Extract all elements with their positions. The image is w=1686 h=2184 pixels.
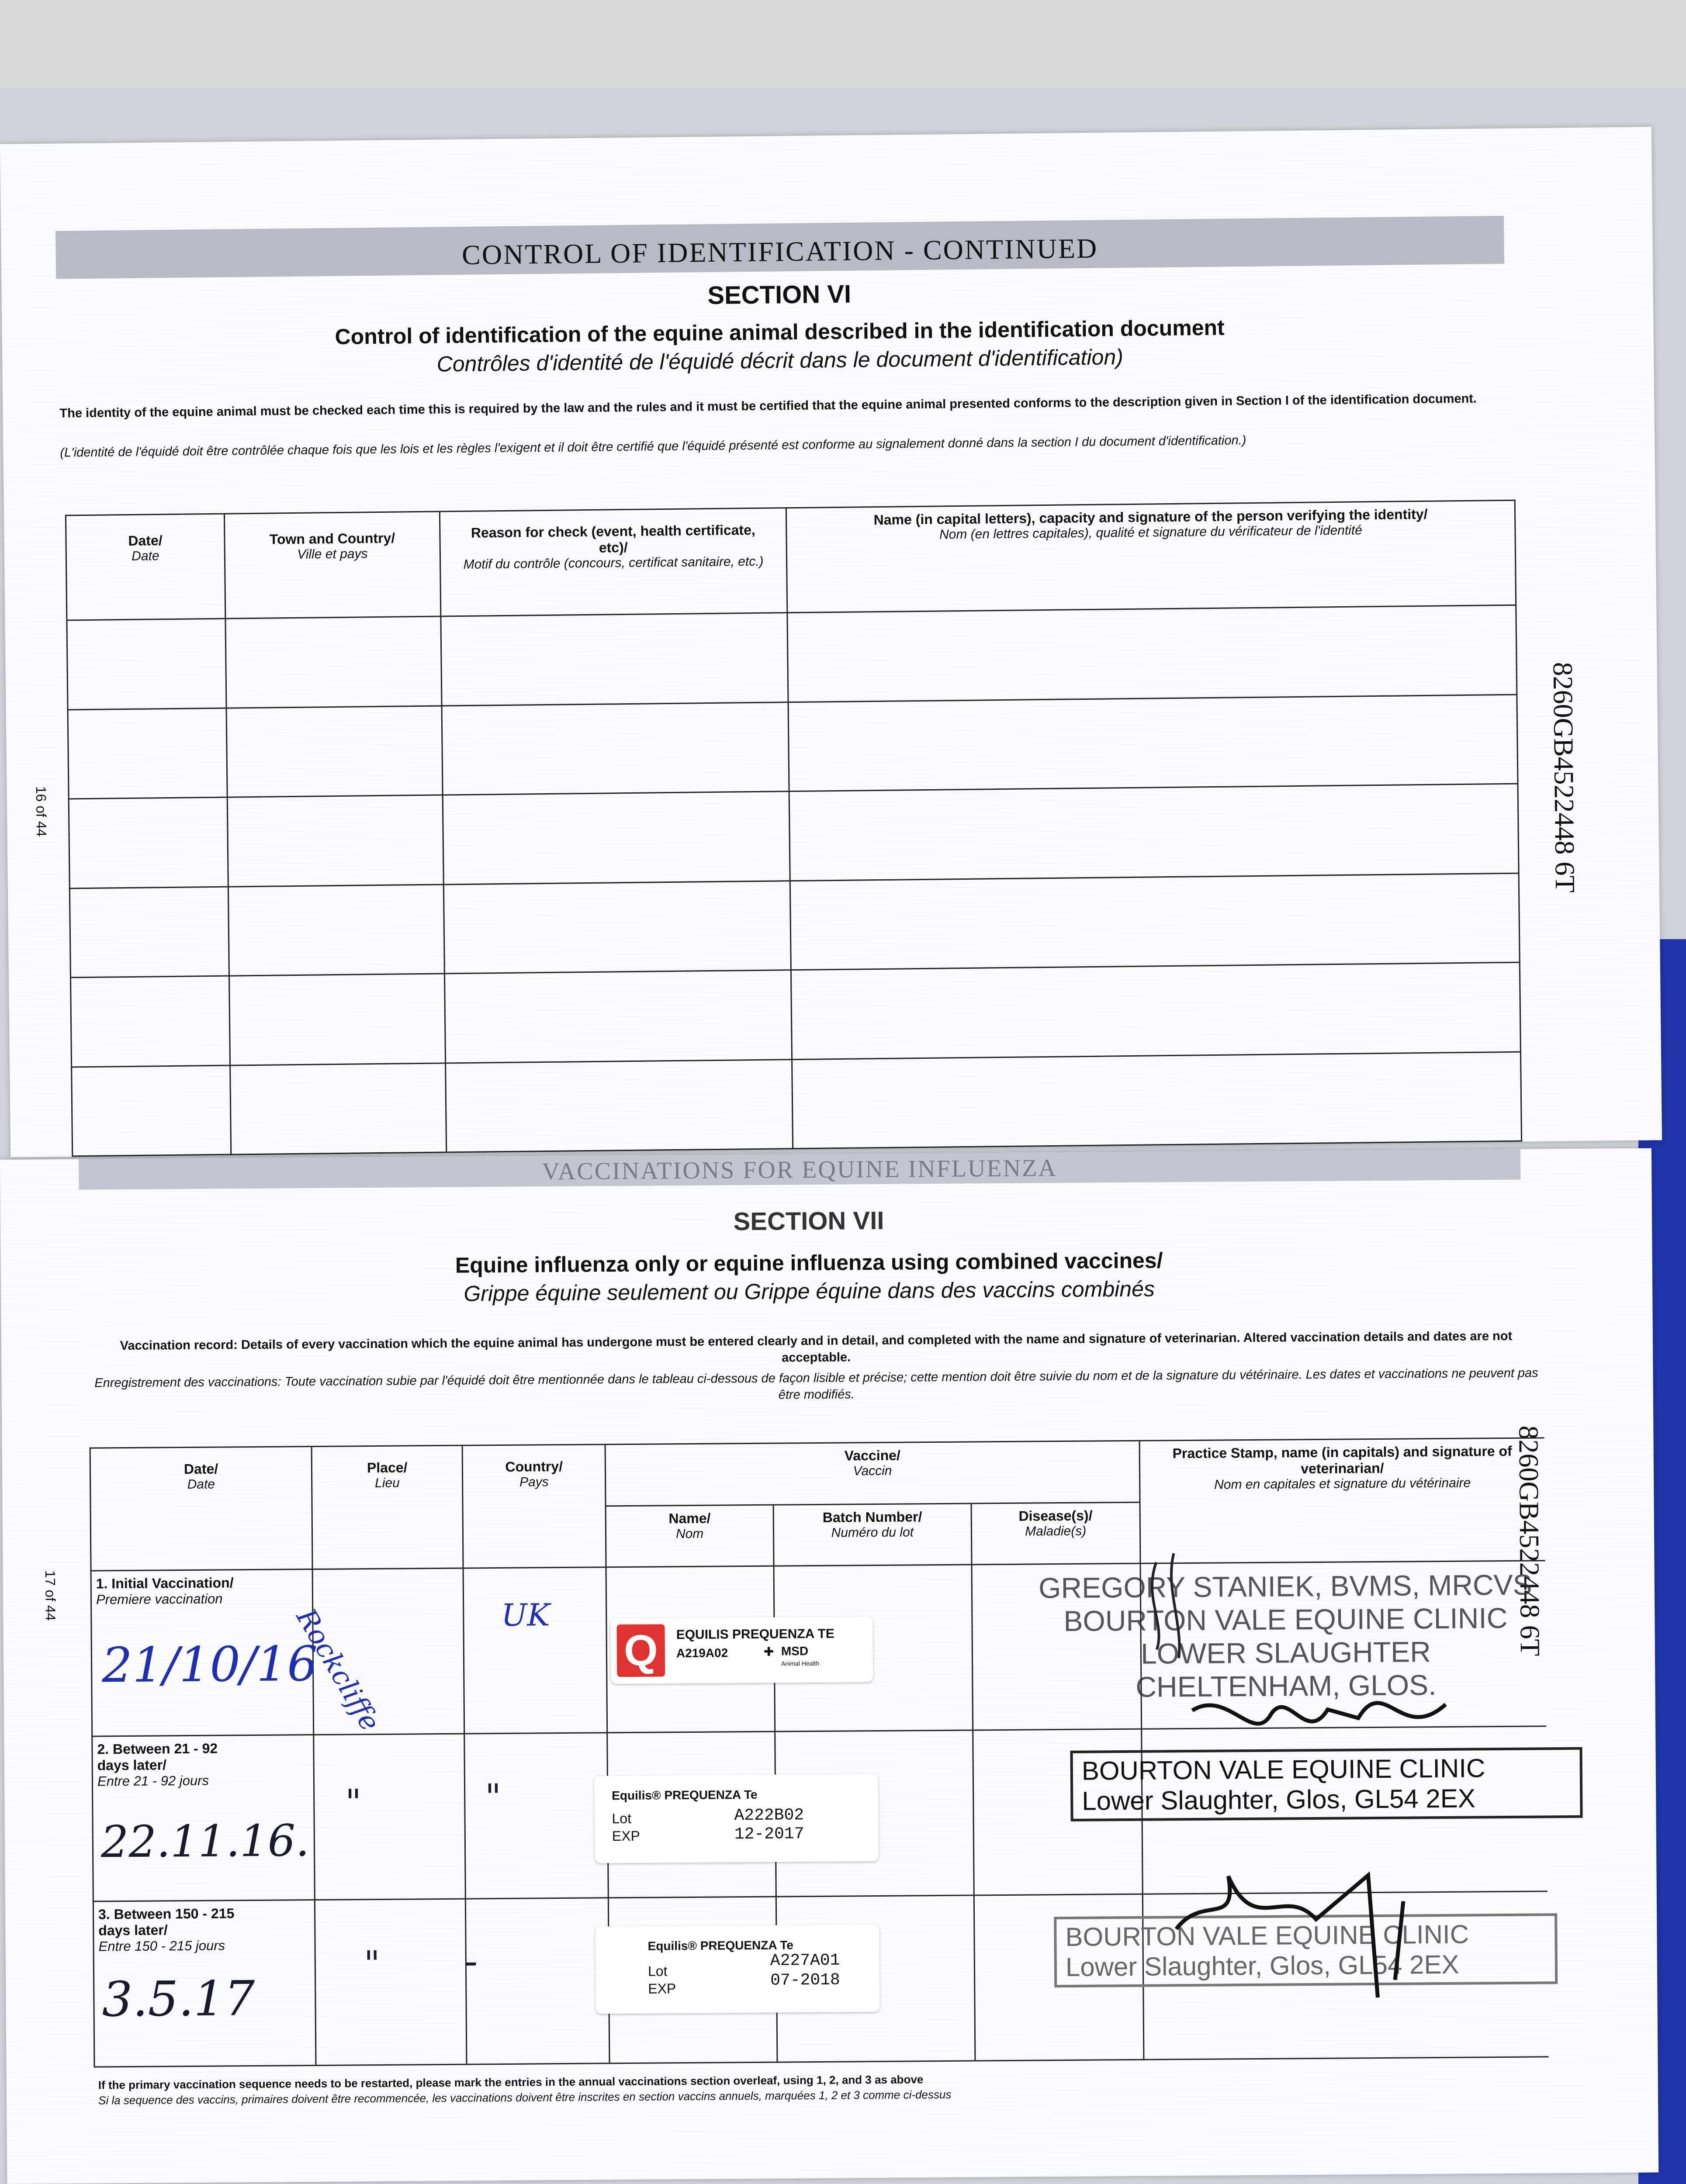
table-row	[69, 784, 1519, 888]
intro-text: The identity of the equine animal must be checked each time this is required by the law and the rules and it must be certified that the equine animal presented conforms to the description given in Section I of the identification document.	[59, 391, 1477, 421]
row-label: 3. Between 150 - 215 days later/ Entre 150 - 215 jours	[93, 1900, 316, 2067]
page-number: 17 of 44	[42, 1570, 59, 1621]
banner-title: CONTROL OF IDENTIFICATION - CONTINUED	[461, 232, 1098, 270]
section-title: SECTION VII	[733, 1206, 884, 1236]
col-vaccine: Vaccine/ Vaccin	[605, 1441, 1140, 1506]
handwritten-date: 22.11.16.	[100, 1815, 310, 1868]
table-row	[72, 1052, 1522, 1156]
col-place: Place/ Lieu	[312, 1445, 463, 1569]
col-country: Country/ Pays	[462, 1444, 606, 1568]
page-section-vii	[0, 1148, 1658, 2184]
passport-id: 8260GB4522448 6T	[1513, 1425, 1546, 1656]
footer-note-fr: Si la sequence des vaccins, primaires doivent être recommencée, les vaccinations doivent être inscrites en section vaccins annuels, marquées 1, 2 et 3 comme ci-dessus	[98, 2087, 952, 2107]
intro-text-fr: (L'identité de l'équidé doit être contrôlée chaque fois que les lois et les règles l'exigent et il doit être certifié que l'équidé présenté est conforme au signalement donné dans la section I du document d'identification.)	[60, 433, 1246, 460]
section-heading: Equine influenza only or equine influenza using combined vaccines/	[455, 1248, 1163, 1278]
col-reason: Reason for check (event, health certificate, etc)/ Motif du contrôle (concours, certificat sanitaire, etc.)	[440, 508, 787, 616]
col-verifier: Name (in capital letters), capacity and signature of the person verifying the identity/ Nom (en lettres capitales), qualité et signature du vérificateur de l'identité	[786, 500, 1516, 612]
handwritten-country: UK	[501, 1597, 550, 1634]
identity-check-table	[65, 500, 1522, 1157]
banner-title: VACCINATIONS FOR EQUINE INFLUENZA	[542, 1154, 1057, 1185]
vaccine-sticker: Q EQUILIS PREQUENZA TE A219A02 ✚ MSD Animal Health	[610, 1617, 873, 1684]
vaccine-sticker: Equilis® PREQUENZA Te Lot EXP A222B02 12-2017	[594, 1774, 879, 1863]
col-batch: Batch Number/ Numéro du lot	[773, 1503, 972, 1566]
section-banner	[55, 216, 1504, 279]
table-header-row	[90, 1438, 1544, 1510]
col-vaccine-name: Name/ Nom	[606, 1505, 774, 1567]
vet-signature	[1139, 1542, 1535, 2025]
page-number: 16 of 44	[33, 786, 49, 837]
col-disease: Disease(s)/ Maladie(s)	[971, 1502, 1140, 1565]
handwritten-country: -	[464, 1938, 478, 1984]
handwritten-country: "	[485, 1776, 502, 1818]
col-date: Date/ Date	[90, 1447, 312, 1571]
intro-text-fr: Enregistrement des vaccinations: Toute vaccination subie par l'équidé doit être mentionnée dans le tableau ci-dessous de façon lisible et précise; cette mention doit être suivie du nom et de la signature du vétérinaire. Les dates et vaccinations ne peuvent pas être modifiés.	[94, 1366, 1538, 1402]
table-row	[69, 873, 1520, 978]
row-label: 1. Initial Vaccination/ Premiere vaccination	[91, 1569, 314, 1736]
handwritten-place: Rockcliffe	[290, 1603, 387, 1737]
col-town-country: Town and Country/ Ville et pays	[224, 511, 440, 619]
table-row	[67, 605, 1517, 709]
section-heading: Control of identification of the equine animal described in the identification document	[335, 315, 1225, 349]
handwritten-date: 21/10/16	[101, 1635, 318, 1693]
passport-id: 8260GB4522448 6T	[1547, 662, 1581, 893]
vet-stamp: GREGORY STANIEK, BVMS, MRCVS BOURTON VALE EQUINE CLINIC LOWER SLAUGHTER CHELTENHAM, GLOS.	[1038, 1568, 1532, 1703]
handwritten-place: "	[364, 1943, 380, 1984]
q-logo-icon: Q	[616, 1624, 665, 1677]
msd-logo-icon: ✚	[763, 1645, 774, 1659]
handwritten-date: 3.5.17	[101, 1970, 255, 2028]
clinic-stamp: BOURTON VALE EQUINE CLINIC Lower Slaughter, Glos, GL54 2EX	[1054, 1913, 1558, 1987]
col-practice-stamp: Practice Stamp, name (in capitals) and signature of veterinarian/ Nom en capitales et signature du vétérinaire	[1139, 1438, 1545, 1564]
table-header-row	[66, 500, 1516, 620]
section-heading-fr: Contrôles d'identité de l'équidé décrit dans le document d'identification)	[436, 345, 1124, 377]
intro-text: Vaccination record: Details of every vaccination which the equine animal has undergone must be entered clearly and in detail, and completed with the name and signature of veterinarian. Altered vaccination details and dates are not acceptable.	[120, 1329, 1513, 1365]
section-heading-fr: Grippe équine seulement ou Grippe équine dans des vaccins combinés	[464, 1276, 1155, 1306]
table-row	[68, 695, 1518, 799]
page-section-vi	[0, 127, 1662, 1157]
table-row	[70, 962, 1520, 1067]
footer-note: If the primary vaccination sequence needs to be restarted, please mark the entries in the annual vaccinations section overleaf, using 1, 2, and 3 as above	[98, 2073, 924, 2092]
clinic-stamp: BOURTON VALE EQUINE CLINIC Lower Slaughter, Glos, GL54 2EX	[1070, 1747, 1583, 1821]
row-label: 2. Between 21 - 92 days later/ Entre 21 - 92 jours	[92, 1735, 315, 1901]
handwritten-place: "	[345, 1782, 362, 1823]
section-title: SECTION VI	[707, 280, 852, 310]
vaccine-sticker: Equilis® PREQUENZA Te Lot EXP A227A01 07-2018	[595, 1925, 879, 2014]
col-date: Date/ Date	[66, 514, 225, 620]
